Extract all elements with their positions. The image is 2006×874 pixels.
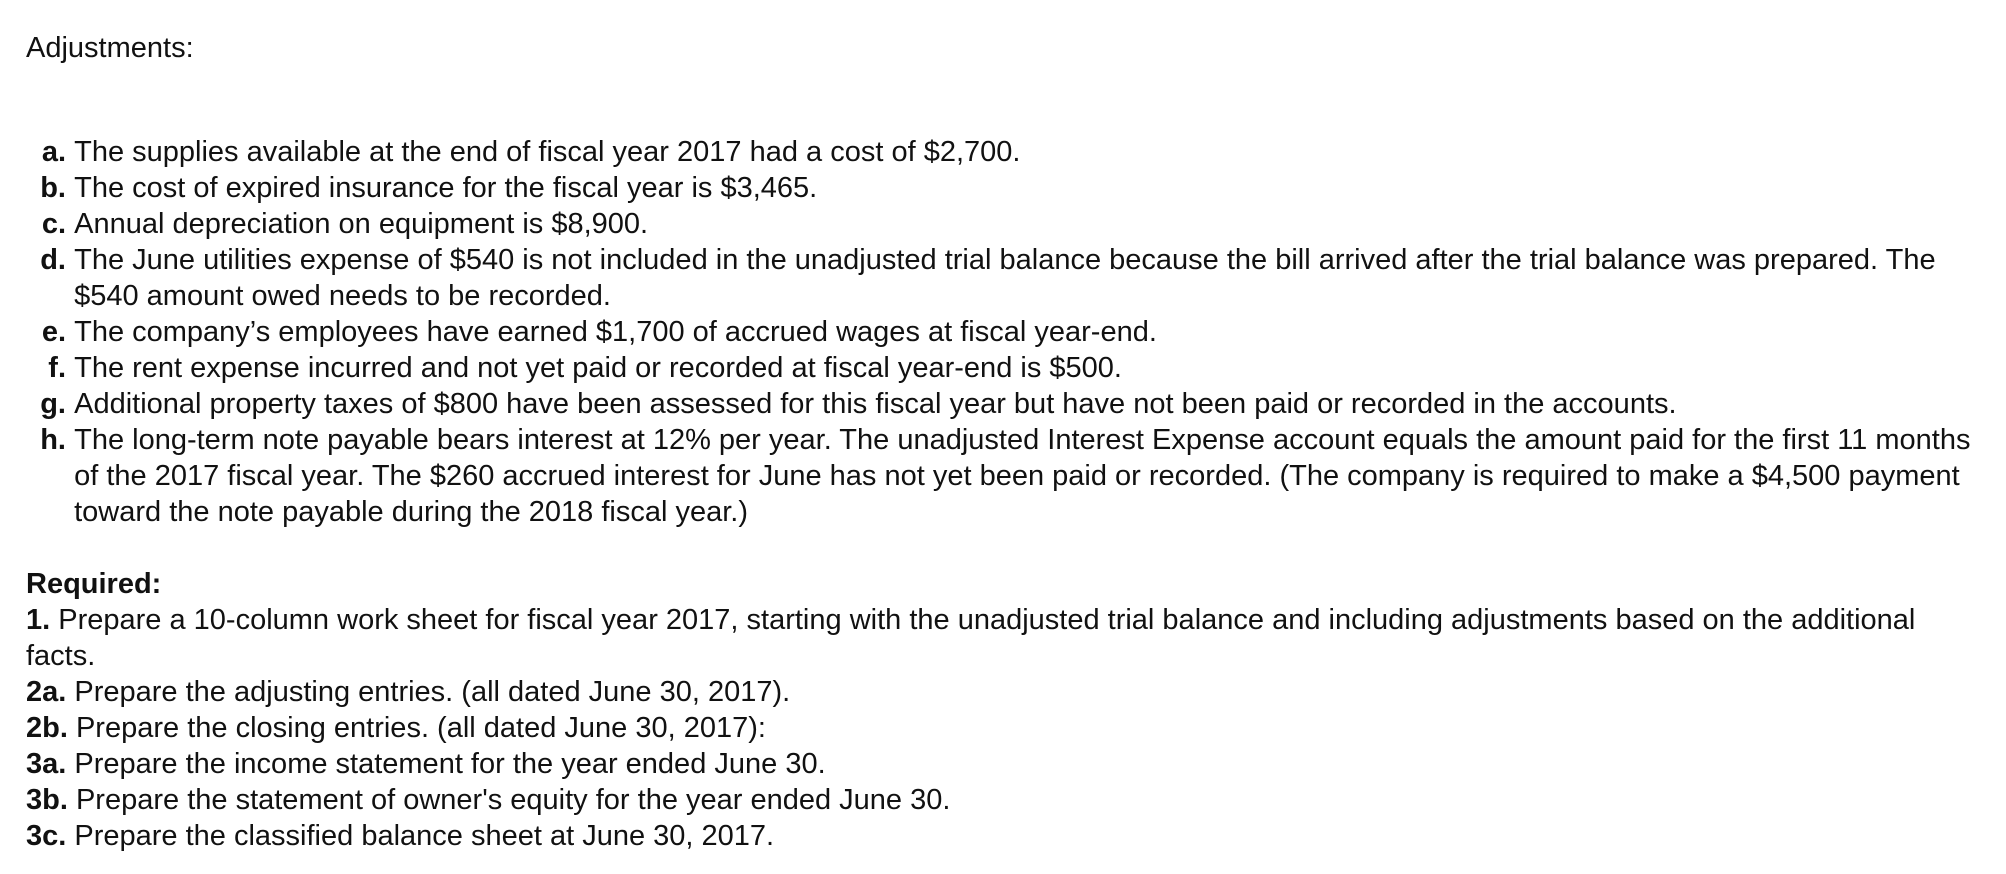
- required-number: 3c.: [26, 820, 67, 852]
- adjustment-text: The June utilities expense of $540 is not included in the unadjusted trial balance because the bill arrived after the trial balance was prepared. The $540 amount owed needs to be recorded.: [74, 244, 1936, 312]
- required-item-3b: [26, 782, 1926, 818]
- adjustment-letter: e.: [41, 316, 66, 348]
- required-text: Prepare the adjusting entries. (all dated June 30, 2017).: [74, 676, 791, 708]
- adjustment-text: Additional property taxes of $800 have been assessed for this fiscal year but have not been paid or recorded in the accounts.: [74, 388, 1677, 420]
- required-text: Prepare a 10-column work sheet for fiscal year 2017, starting with the unadjusted trial balance and including adjustments based on the additional facts.: [26, 604, 1916, 672]
- adjustment-item-b: [24, 170, 1974, 206]
- required-number: 3a.: [26, 748, 67, 780]
- adjustment-text: The company’s employees have earned $1,700 of accrued wages at fiscal year-end.: [74, 316, 1157, 348]
- adjustment-letter: b.: [40, 172, 66, 204]
- required-number: 2a.: [26, 676, 67, 708]
- required-number: 3b.: [26, 784, 68, 816]
- adjustment-text: Annual depreciation on equipment is $8,900.: [74, 208, 649, 240]
- required-text: Prepare the statement of owner's equity for the year ended June 30.: [75, 784, 951, 816]
- adjustment-text: The rent expense incurred and not yet paid or recorded at fiscal year-end is $500.: [74, 352, 1122, 384]
- adjustments-heading: Adjustments:: [26, 32, 194, 64]
- adjustments-list: [24, 134, 1974, 530]
- required-item-3c: [26, 818, 1926, 854]
- required-number: 1.: [26, 604, 51, 636]
- required-number: 2b.: [26, 712, 68, 744]
- adjustment-text: The long-term note payable bears interest at 12% per year. The unadjusted Interest Expense account equals the amount paid for the first 11 months of the 2017 fiscal year. The $260 accrued interest for June has not yet been paid or recorded. (The company is required to make a $4,500 payment toward the note payable during the 2018 fiscal year.): [74, 424, 1971, 528]
- required-section: [26, 566, 1926, 854]
- adjustment-item-g: [24, 386, 1974, 422]
- required-item-3a: [26, 746, 1926, 782]
- adjustment-letter: h.: [40, 424, 66, 456]
- adjustment-text: The supplies available at the end of fiscal year 2017 had a cost of $2,700.: [74, 136, 1021, 168]
- required-item-2b: [26, 710, 1926, 746]
- adjustment-item-d: [24, 242, 1974, 314]
- adjustment-item-h: [24, 422, 1974, 530]
- adjustment-item-f: [24, 350, 1974, 386]
- required-item-2a: [26, 674, 1926, 710]
- adjustment-letter: d.: [40, 244, 66, 276]
- adjustment-letter: g.: [40, 388, 66, 420]
- adjustment-item-c: [24, 206, 1974, 242]
- required-text: Prepare the classified balance sheet at June 30, 2017.: [74, 820, 775, 852]
- adjustment-item-e: [24, 314, 1974, 350]
- adjustment-letter: c.: [41, 208, 66, 240]
- required-text: Prepare the closing entries. (all dated June 30, 2017):: [75, 712, 766, 744]
- adjustment-item-a: [24, 134, 1974, 170]
- adjustment-letter: a.: [41, 136, 66, 168]
- adjustment-letter: f.: [48, 352, 66, 384]
- adjustment-text: The cost of expired insurance for the fiscal year is $3,465.: [74, 172, 818, 204]
- required-text: Prepare the income statement for the year ended June 30.: [74, 748, 826, 780]
- required-title: Required:: [26, 568, 162, 600]
- required-item-1: [26, 602, 1926, 674]
